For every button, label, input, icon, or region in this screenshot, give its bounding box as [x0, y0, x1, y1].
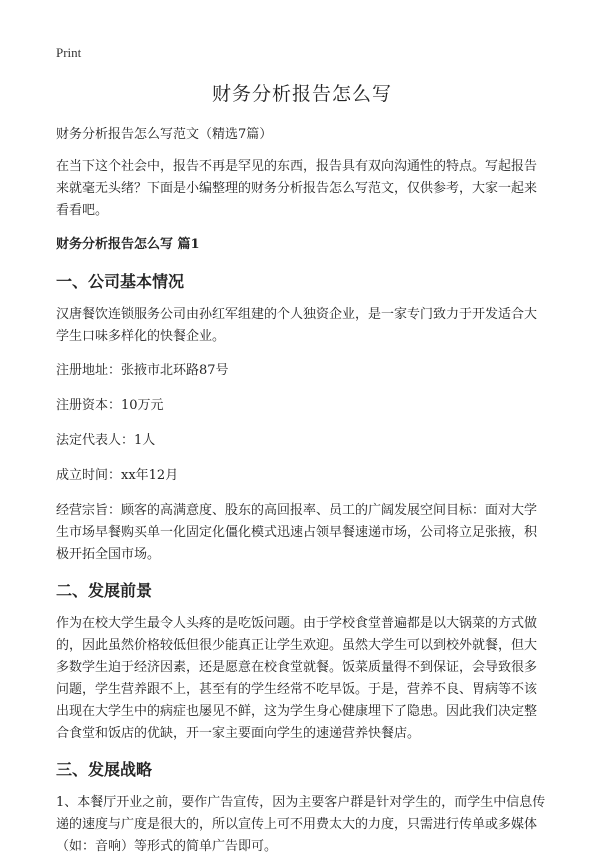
section-heading-company-info: 一、公司基本情况: [56, 272, 185, 291]
article-heading: 财务分析报告怎么写 篇1: [56, 237, 200, 252]
page-title: 财务分析报告怎么写: [211, 83, 392, 105]
section-heading-strategy: 三、发展战略: [56, 760, 153, 779]
registered-address: 注册地址：张掖市北环路87号: [56, 363, 229, 378]
founding-date: 成立时间：xx年12月: [56, 468, 179, 483]
strategy-item-1: 1、本餐厅开业之前，要作广告宣传，因为主要客户群是针对学生的，而学生中信息传递的速度与广度是很大的，所以宣传上可不用费太大的力度，只需进行传单或多媒体（如：音响）等形式的简单广告即可。: [56, 795, 546, 854]
registered-capital: 注册资本：10万元: [56, 398, 164, 413]
prospects-paragraph: 作为在校大学生最令人头疼的是吃饭问题。由于学校食堂普遍都是以大锅菜的方式做的，因此虽然价格较低但很少能真正让学生欢迎。虽然大学生可以到校外就餐，但大多数学生迫于经济因素，还是愿意在校食堂就餐。饭菜质量得不到保证，会导致很多问题，学生营养跟不上，甚至有的学生经常不吃早饭。于是，营养不良、胃病等不该出现在大学生中的病症也屡见不鲜，这为学生身心健康埋下了隐患。因此我们决定整合食堂和饭店的优缺，开一家主要面向学生的速递营养快餐店。: [56, 616, 538, 741]
print-link[interactable]: Print: [56, 45, 82, 60]
business-mission: 经营宗旨：顾客的高满意度、股东的高回报率、员工的广阔发展空间目标：面对大学生市场早餐购买单一化固定化僵化模式迅速占领早餐速递市场，公司将立足张掖，积极开拓全国市场。: [56, 503, 538, 562]
document-subtitle: 财务分析报告怎么写范文（精选7篇）: [56, 127, 273, 142]
company-overview: 汉唐餐饮连锁服务公司由孙红军组建的个人独资企业，是一家专门致力于开发适合大学生口味多样化的快餐企业。: [56, 307, 538, 344]
intro-paragraph: 在当下这个社会中，报告不再是罕见的东西，报告具有双向沟通性的特点。写起报告来就毫无头绪？下面是小编整理的财务分析报告怎么写范文，仅供参考，大家一起来看看吧。: [56, 159, 538, 218]
legal-representative: 法定代表人：1人: [56, 433, 156, 448]
section-heading-prospects: 二、发展前景: [56, 581, 153, 600]
